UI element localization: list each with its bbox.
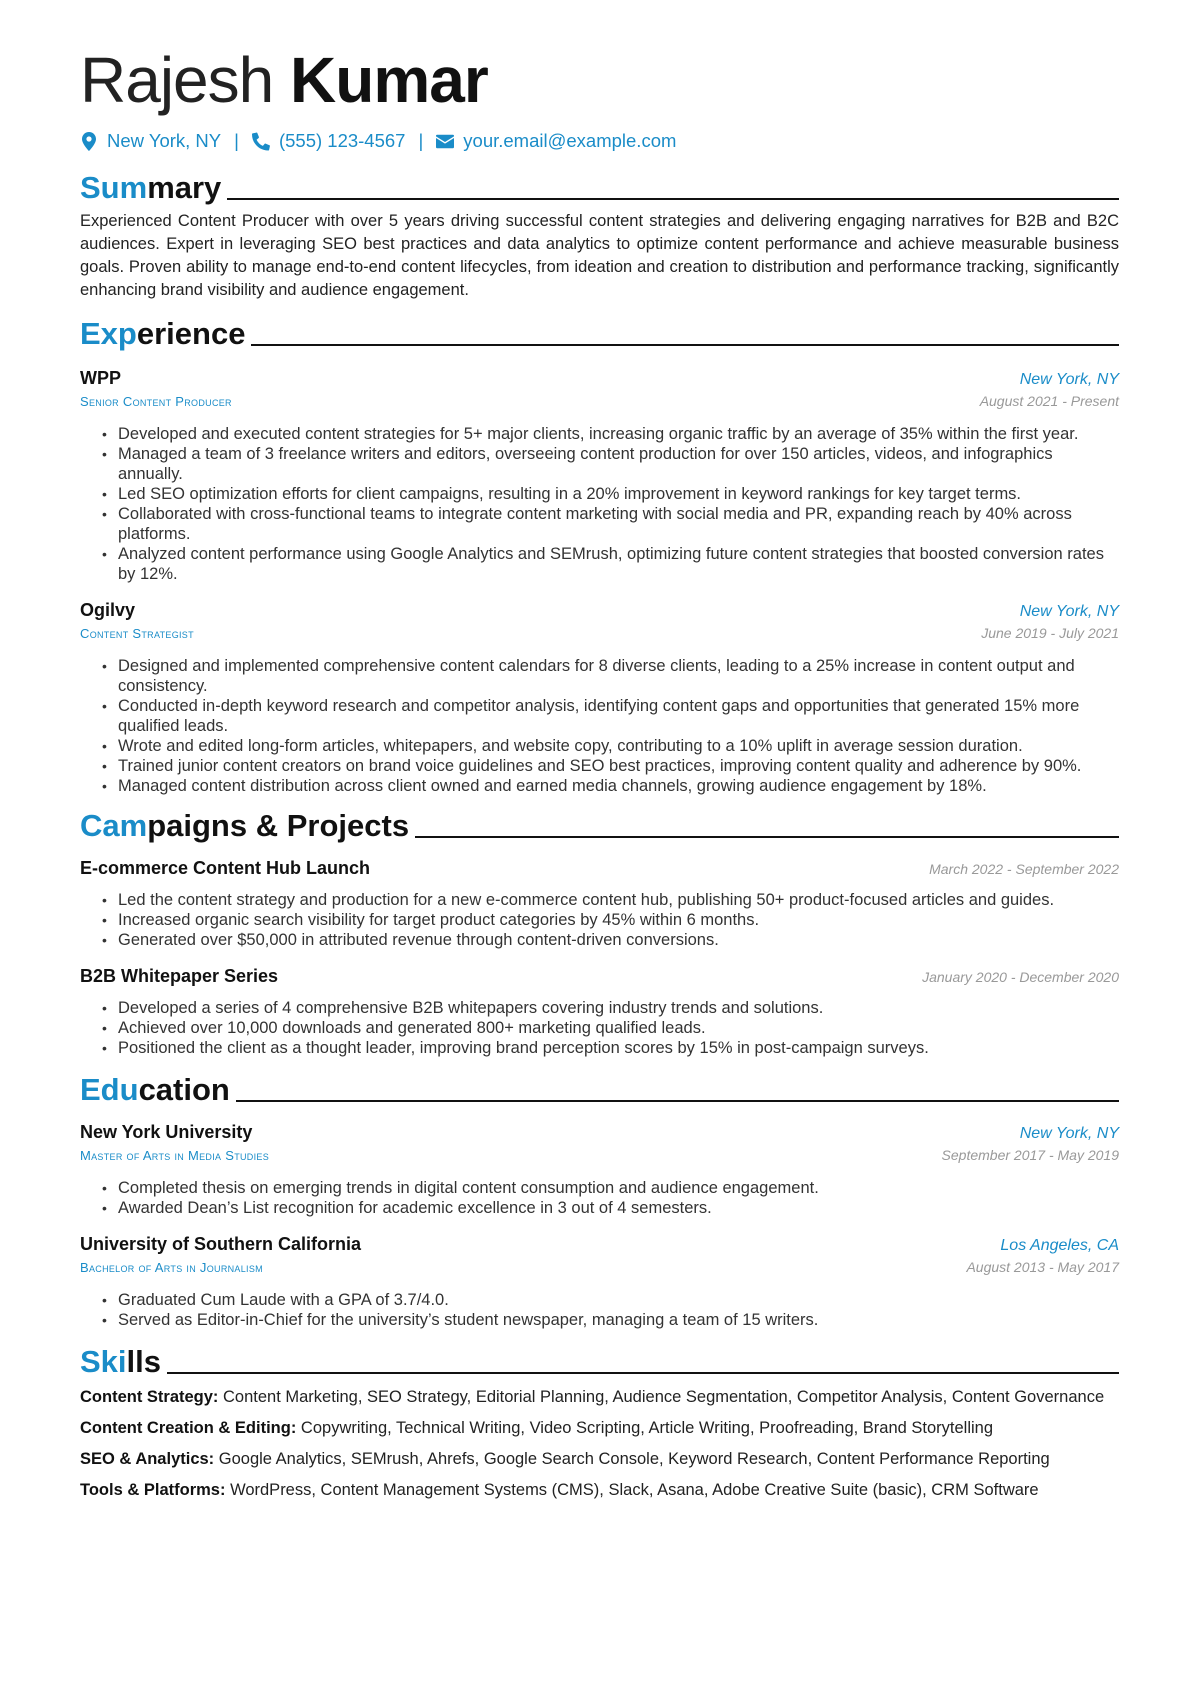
experience-entry [80,366,1119,584]
skill-row [80,1417,1119,1439]
bullet-list [80,998,1119,1058]
section-rule [415,836,1119,838]
last-name: Kumar [290,44,488,116]
skill-items: WordPress, Content Management Systems (CMS), Slack, Asana, Adobe Creative Suite (basic), CRM Software [230,1481,1039,1499]
contact-separator: | [418,130,424,151]
map-marker-icon [80,131,98,151]
project-name: B2B Whitepaper Series [80,966,279,986]
skills-heading [80,1338,1119,1380]
project-name: E-commerce Content Hub Launch [80,858,371,878]
list-item: • Designed and implemented comprehensive content calendars for 8 diverse clients, leading to a 25% increase in content output and consistency. [102,656,1119,696]
bullet-list [80,1178,1119,1218]
list-item: • Increased organic search visibility for target product categories by 45% within 6 months. [102,910,1119,930]
list-item: • Analyzed content performance using Google Analytics and SEMrush, optimizing future content strategies that boosted conversion rates by 12%. [102,544,1119,584]
list-item: • Positioned the client as a thought leader, improving brand perception scores by 15% in post-campaign surveys. [102,1038,1119,1058]
list-item: • Managed a team of 3 freelance writers and editors, overseeing content production for over 150 articles, videos, and infographics annually. [102,444,1119,484]
bullet-list [80,424,1119,584]
skill-items: Content Marketing, SEO Strategy, Editorial Planning, Audience Segmentation, Competitor Analysis, Content Governance [223,1388,1105,1406]
list-item: • Achieved over 10,000 downloads and generated 800+ marketing qualified leads. [102,1018,1119,1038]
section-title: Campaigns & Projects [80,808,410,843]
contact-separator: | [234,130,239,151]
email-text: your.email@example.com [463,130,677,151]
contact-line [80,128,1119,154]
list-item: • Awarded Dean’s List recognition for academic excellence in 3 out of 4 semesters. [102,1198,1119,1218]
list-item: • Trained junior content creators on brand voice guidelines and SEO best practices, improving content quality and adherence by 90%. [102,756,1119,776]
entry-date: June 2019 - July 2021 [981,625,1119,641]
contact-phone[interactable] [252,130,406,152]
list-item: • Conducted in-depth keyword research and competitor analysis, identifying content gaps and opportunities that generated 15% more qualified leads. [102,696,1119,736]
project-entry [80,856,1119,950]
skill-items: Google Analytics, SEMrush, Ahrefs, Google Search Console, Keyword Research, Content Performance Reporting [218,1450,1050,1468]
entry-location: New York, NY [1019,1125,1119,1142]
education-entry [80,1120,1119,1218]
bullet-list [80,656,1119,796]
list-item: • Managed content distribution across client owned and earned media channels, growing audience engagement by 18%. [102,776,1119,796]
project-entry [80,964,1119,1058]
entry-location: Los Angeles, CA [1000,1237,1119,1254]
skill-items: Copywriting, Technical Writing, Video Scripting, Article Writing, Proofreading, Brand Storytelling [300,1419,994,1437]
entry-date: March 2022 - September 2022 [929,861,1119,877]
bullet-list [80,890,1119,950]
list-item: • Collaborated with cross-functional teams to integrate content marketing with social media and PR, expanding reach by 40% across platforms. [102,504,1119,544]
candidate-name [80,44,1119,116]
experience-heading [80,310,1119,352]
list-item: • Developed a series of 4 comprehensive B2B whitepapers covering industry trends and solutions. [102,998,1119,1018]
job-title: Content Strategist [80,626,194,641]
list-item: • Completed thesis on emerging trends in digital content consumption and audience engagement. [102,1178,1119,1198]
entry-date: August 2013 - May 2017 [966,1259,1119,1275]
summary-text: Experienced Content Producer with over 5 years driving successful content strategies and delivering engaging narratives for B2B and B2C audiences. Expert in leveraging SEO best practices and data analytics to optimize content performance and achieve measurable business goals. Proven ability to manage end-to-end content lifecycles, from ideation and creation to distribution and performance tracking, significantly enhancing brand visibility and audience engagement. [80,212,1119,299]
list-item: • Developed and executed content strategies for 5+ major clients, increasing organic traffic by an average of 35% within the first year. [102,424,1119,444]
experience-entry [80,598,1119,796]
summary-heading [80,164,1119,206]
contact-location [80,130,221,152]
list-item: • Led SEO optimization efforts for client campaigns, resulting in a 20% improvement in keyword rankings for key target terms. [102,484,1119,504]
location-text: New York, NY [107,130,222,151]
section-rule [167,1372,1119,1374]
contact-email[interactable] [436,130,676,152]
phone-text: (555) 123-4567 [278,130,406,151]
job-title: Senior Content Producer [80,394,232,409]
school-name: University of Southern California [80,1234,362,1254]
skill-row [80,1386,1119,1408]
list-item: • Wrote and edited long-form articles, whitepapers, and website copy, contributing to a 10% uplift in average session duration. [102,736,1119,756]
section-rule [251,344,1119,346]
skill-category: Content Creation & Editing: [80,1419,297,1437]
section-title: Summary [80,170,222,205]
skill-category: Content Strategy: [80,1388,219,1406]
list-item: • Served as Editor-in-Chief for the university’s student newspaper, managing a team of 15 writers. [102,1310,1119,1330]
section-rule [227,198,1119,200]
education-entry [80,1232,1119,1330]
entry-date: September 2017 - May 2019 [941,1147,1119,1163]
section-title: Experience [80,316,246,351]
section-title: Skills [80,1344,161,1379]
first-name: Rajesh [80,44,274,116]
section-title: Education [80,1072,230,1107]
skill-category: Tools & Platforms: [80,1481,226,1499]
skill-row [80,1479,1119,1501]
list-item: • Led the content strategy and production for a new e-commerce content hub, publishing 50+ product-focused articles and guides. [102,890,1119,910]
projects-heading [80,802,1119,844]
section-rule [236,1100,1119,1102]
entry-date: August 2021 - Present [979,393,1119,409]
company-name: Ogilvy [80,600,136,620]
entry-date: January 2020 - December 2020 [922,969,1119,985]
entry-location: New York, NY [1019,371,1119,388]
entry-location: New York, NY [1019,603,1119,620]
envelope-icon [436,131,454,151]
bullet-list [80,1290,1119,1330]
company-name: WPP [80,368,122,388]
degree: Master of Arts in Media Studies [80,1148,269,1163]
education-heading [80,1066,1119,1108]
skill-row [80,1448,1119,1470]
school-name: New York University [80,1122,253,1142]
phone-icon [252,131,270,151]
skill-category: SEO & Analytics: [80,1450,215,1468]
degree: Bachelor of Arts in Journalism [80,1260,263,1275]
list-item: • Graduated Cum Laude with a GPA of 3.7/4.0. [102,1290,1119,1310]
list-item: • Generated over $50,000 in attributed revenue through content-driven conversions. [102,930,1119,950]
